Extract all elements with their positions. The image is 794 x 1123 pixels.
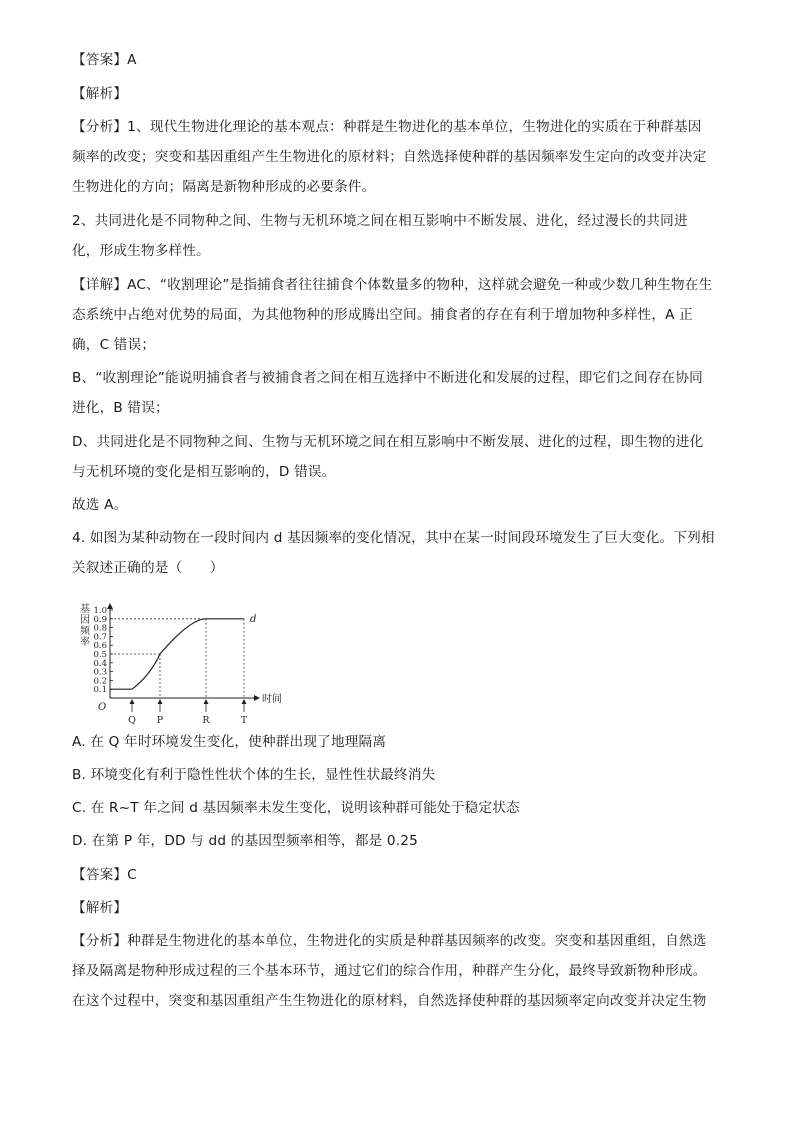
chart-y-tick-label: 0.9 [93,614,107,625]
text-line: 【详解】AC、“收割理论”是指捕食者往往捕食个体数量多的物种，这样就会避免一种或少数几种生物在生 [72,277,713,293]
text-line: 进化，B 错误； [72,400,169,416]
chart-x-tick-label: P [156,715,164,726]
text-line: 态系统中占绝对优势的局面，为其他物种的形成腾出空间。捕食者的存在有利于增加物种多样性，A 正 [72,307,693,323]
text-line: 2、共同进化是不同物种之间、生物与无机环境之间在相互影响中不断发展、进化，经过漫长的共同进 [72,213,688,229]
text-line: A. 在 Q 年时环境发生变化，使种群出现了地理隔离 [72,734,387,750]
chart-x-tick-arrowhead [158,699,163,704]
chart-y-tick-label: 0.4 [93,658,107,669]
chart-origin-label: O [98,702,107,713]
text-line: 择及隔离是物种形成过程的三个基本环节，通过它们的综合作用，种群产生分化，最终导致新物种形成。 [72,963,707,979]
chart-y-axis-arrow [107,603,113,609]
chart-ylabel-1: 基 [80,604,90,615]
chart-y-tick-label: 0.3 [93,667,107,678]
text-line: B. 环境变化有利于隐性性状个体的生长，显性性状最终消失 [72,767,436,783]
chart-y-tick-label: 0.1 [93,685,107,696]
text-line: 故选 A。 [72,497,128,513]
text-line: B、“收割理论”能说明捕食者与被捕食者之间在相互选择中不断进化和发展的过程，即它们之间存在协同 [72,370,703,386]
chart-series-label: d [250,613,257,625]
chart-ylabel-3: 频 [80,626,90,637]
text-line: 【答案】C [72,867,137,883]
text-line: 【分析】1、现代生物进化理论的基本观点：种群是生物进化的基本单位，生物进化的实质在于种群基因 [72,119,702,135]
text-line: 【分析】种群是生物进化的基本单位，生物进化的实质是种群基因频率的改变。突变和基因重组，自然选 [72,933,707,949]
text-line: 关叙述正确的是（ ） [72,560,224,576]
chart-y-tick-label: 1.0 [93,606,107,616]
chart-grid [110,619,244,698]
chart-x-tick-arrowhead [242,699,247,704]
chart-ylabel-4: 率 [80,637,90,648]
text-line: 确，C 错误； [72,337,156,353]
text-line: 【解析】 [72,86,128,102]
chart-x-tick-label: R [202,715,210,726]
chart-x-tick-arrowhead [130,699,135,704]
chart-x-ticks [128,699,248,726]
chart-y-tick-label: 0.2 [93,676,107,687]
text-line: D. 在第 P 年，DD 与 dd 的基因型频率相等，都是 0.25 [72,833,418,849]
text-line: 频率的改变；突变和基因重组产生生物进化的原材料；自然选择使种群的基因频率发生定向的改变并决定 [72,149,707,165]
gene-frequency-chart [74,600,294,730]
text-line: 化，形成生物多样性。 [72,243,210,259]
text-line: 4. 如图为某种动物在一段时间内 d 基因频率的变化情况，其中在某一时间段环境发生了巨大变化。下列相 [72,530,715,546]
chart-y-tick-label: 0.5 [93,650,107,660]
chart-y-tick-label: 0.8 [93,623,107,634]
chart-y-tick-label: 0.7 [93,632,107,643]
text-line: 与无机环境的变化是相互影响的，D 错误。 [72,464,336,480]
text-line: 生物进化的方向；隔离是新物种形成的必要条件。 [72,179,376,195]
text-line: 【答案】A [72,52,137,68]
text-line: 【解析】 [72,900,128,916]
chart-x-tick-arrowhead [204,699,209,704]
text-line: D、共同进化是不同物种之间、生物与无机环境之间在相互影响中不断发展、进化的过程，即生物的进化 [72,434,704,450]
chart-axes [107,603,260,701]
chart-x-tick-label: Q [128,715,136,726]
text-line: C. 在 R~T 年之间 d 基因频率未发生变化，说明该种群可能处于稳定状态 [72,800,520,816]
chart-x-axis-arrow [254,695,260,701]
chart-y-tick-label: 0.6 [93,641,107,652]
chart-x-tick-label: T [240,715,248,726]
chart-ylabel-2: 因 [80,615,90,626]
chart-xlabel: 时间 [262,694,282,705]
text-line: 在这个过程中，突变和基因重组产生生物进化的原材料，自然选择使种群的基因频率定向改变并决定生物 [72,993,707,1009]
